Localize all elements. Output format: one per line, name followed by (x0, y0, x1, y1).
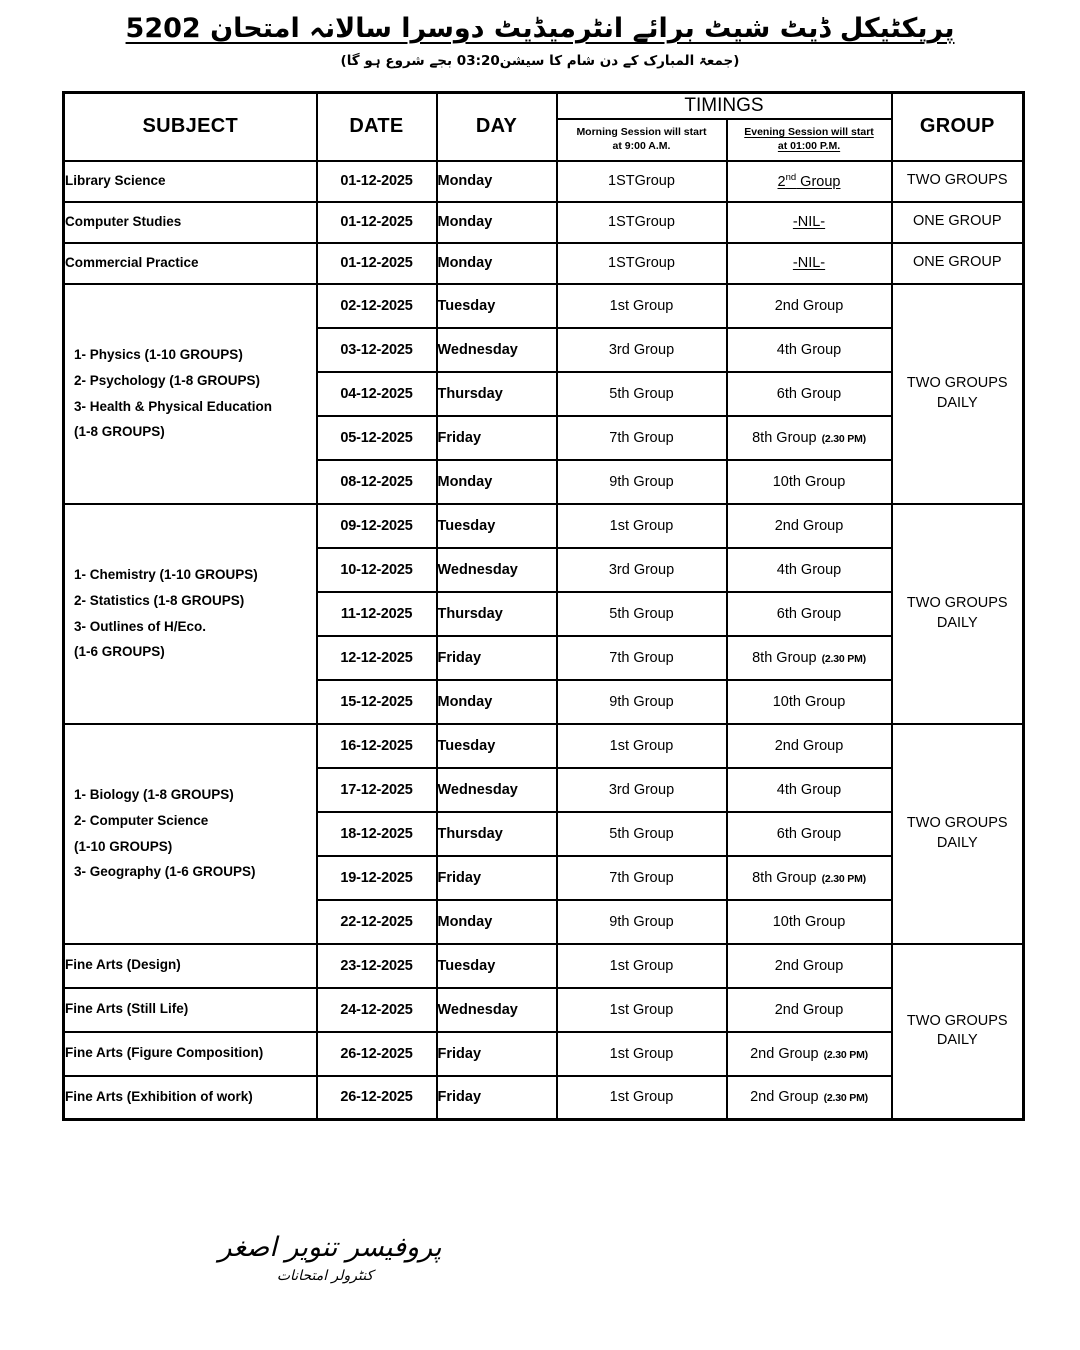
cell-evening-session (727, 504, 892, 548)
cell-morning-session: 3rd Group (557, 328, 727, 372)
cell-subject (64, 161, 317, 202)
table-header (64, 93, 1024, 161)
evening-session-text: 6th Group (776, 605, 842, 622)
cell-day: Monday (437, 900, 557, 944)
cell-subject: Fine Arts (Exhibition of work) (64, 1076, 317, 1120)
cell-morning-session: 1st Group (557, 944, 727, 988)
subject-line: 3- Geography (1-6 GROUPS) (74, 864, 256, 880)
cell-day: Wednesday (437, 768, 557, 812)
col-header-subject: SUBJECT (64, 93, 317, 161)
subject-line: Computer Studies (65, 213, 182, 229)
cell-day: Friday (437, 1076, 557, 1120)
cell-day: Tuesday (437, 944, 557, 988)
cell-date: 09-12-2025 (317, 504, 437, 548)
cell-morning-session: 1STGroup (557, 161, 727, 202)
date-sheet-table (62, 91, 1025, 1121)
evening-session-text: 2nd Group (774, 297, 844, 314)
signature-role: کنٹرولر امتحانات (276, 1268, 374, 1285)
cell-date: 16-12-2025 (317, 724, 437, 768)
cell-morning-session: 1st Group (557, 988, 727, 1032)
cell-evening-session (727, 944, 892, 988)
cell-day: Friday (437, 416, 557, 460)
subject-line: (1-6 GROUPS) (74, 644, 165, 660)
cell-morning-session: 9th Group (557, 900, 727, 944)
evening-session-text: 2nd Group (750, 1045, 819, 1062)
group-line-1: TWO GROUPS (906, 374, 1008, 391)
morning-session-line2: at 9:00 A.M. (612, 139, 671, 152)
evening-session-text: 2nd Group (774, 957, 844, 974)
cell-group (892, 284, 1024, 504)
col-header-evening-session (727, 119, 892, 161)
cell-morning-session: 1st Group (557, 284, 727, 328)
page-subtitle: (جمعۃ المبارک کے دن شام کا سیشن02:30 بجے شروع ہو گا) (340, 52, 740, 69)
cell-date: 26-12-2025 (317, 1032, 437, 1076)
cell-date: 15-12-2025 (317, 680, 437, 724)
group-line-2: DAILY (936, 614, 978, 631)
cell-day: Monday (437, 680, 557, 724)
cell-evening-session (727, 592, 892, 636)
cell-date: 11-12-2025 (317, 592, 437, 636)
col-header-group: GROUP (892, 93, 1024, 161)
cell-day: Monday (437, 161, 557, 202)
evening-session-text: 4th Group (776, 561, 842, 578)
cell-evening-session (727, 812, 892, 856)
cell-morning-session: 9th Group (557, 460, 727, 504)
cell-morning-session: 5th Group (557, 812, 727, 856)
cell-morning-session: 9th Group (557, 680, 727, 724)
cell-evening-session (727, 856, 892, 900)
cell-date: 02-12-2025 (317, 284, 437, 328)
evening-session-time-note: (2.30 PM) (821, 432, 866, 445)
group-line-1: TWO GROUPS (906, 814, 1008, 831)
evening-session-text: 6th Group (776, 825, 842, 842)
col-header-timings: TIMINGS (557, 93, 892, 119)
cell-morning-session: 3rd Group (557, 768, 727, 812)
cell-date: 01-12-2025 (317, 161, 437, 202)
cell-evening-session (727, 636, 892, 680)
cell-group (892, 504, 1024, 724)
cell-day: Thursday (437, 372, 557, 416)
evening-session-text: -NIL- (792, 214, 826, 230)
group-line-2: DAILY (936, 1032, 978, 1049)
cell-evening-session (727, 548, 892, 592)
morning-session-line1: Morning Session will start (576, 126, 707, 139)
evening-session-time-note: (2.30 PM) (821, 872, 866, 885)
evening-session-time-note: (2.30 PM) (823, 1092, 868, 1105)
cell-morning-session: 3rd Group (557, 548, 727, 592)
table-row (64, 944, 1024, 988)
table-row (64, 243, 1024, 284)
cell-morning-session: 7th Group (557, 416, 727, 460)
page-title: پریکٹیکل ڈیٹ شیٹ برائے انٹرمیڈیٹ دوسرا سالانہ امتحان 2025 (125, 13, 955, 44)
cell-date: 24-12-2025 (317, 988, 437, 1032)
cell-morning-session: 1st Group (557, 504, 727, 548)
cell-date: 03-12-2025 (317, 328, 437, 372)
cell-group: ONE GROUP (892, 243, 1024, 284)
group-line-2: DAILY (936, 834, 978, 851)
date-sheet-table-wrap (62, 91, 1022, 1121)
cell-day: Friday (437, 636, 557, 680)
evening-session-line2: at 01:00 P.M. (777, 139, 841, 152)
evening-session-text: 6th Group (776, 385, 842, 402)
cell-evening-session (727, 416, 892, 460)
cell-day: Tuesday (437, 504, 557, 548)
table-body (64, 161, 1024, 1120)
evening-session-line1: Evening Session will start (744, 126, 874, 139)
evening-session-text: 4th Group (776, 781, 842, 798)
subject-line: 2- Psychology (1-8 GROUPS) (74, 372, 261, 388)
cell-date: 22-12-2025 (317, 900, 437, 944)
cell-morning-session: 1st Group (557, 1076, 727, 1120)
cell-evening-session (727, 460, 892, 504)
subject-line: 2- Computer Science (74, 812, 209, 828)
subject-line: 1- Chemistry (1-10 GROUPS) (74, 567, 258, 583)
evening-session-text: 10th Group (772, 913, 846, 930)
cell-evening-session (727, 680, 892, 724)
cell-subject (64, 202, 317, 243)
cell-date: 17-12-2025 (317, 768, 437, 812)
cell-day: Thursday (437, 812, 557, 856)
evening-session-text: 2nd Group (777, 172, 841, 190)
cell-date: 04-12-2025 (317, 372, 437, 416)
evening-session-text: 4th Group (776, 341, 842, 358)
cell-evening-session (727, 900, 892, 944)
evening-session-text: -NIL- (792, 255, 826, 271)
evening-session-text: 2nd Group (774, 737, 844, 754)
subject-line: 1- Physics (1-10 GROUPS) (74, 347, 243, 363)
cell-day: Friday (437, 856, 557, 900)
cell-morning-session: 5th Group (557, 372, 727, 416)
cell-subject: Fine Arts (Still Life) (64, 988, 317, 1032)
cell-date: 10-12-2025 (317, 548, 437, 592)
group-line-1: TWO GROUPS (906, 1012, 1008, 1029)
col-header-day: DAY (437, 93, 557, 161)
group-line-2: DAILY (936, 394, 978, 411)
cell-group (892, 944, 1024, 1120)
cell-subject (64, 724, 317, 944)
col-header-morning-session (557, 119, 727, 161)
cell-subject (64, 243, 317, 284)
cell-morning-session: 1st Group (557, 1032, 727, 1076)
cell-day: Wednesday (437, 328, 557, 372)
cell-evening-session (727, 328, 892, 372)
cell-group (892, 724, 1024, 944)
cell-morning-session: 7th Group (557, 856, 727, 900)
cell-day: Monday (437, 460, 557, 504)
cell-day: Friday (437, 1032, 557, 1076)
cell-date: 05-12-2025 (317, 416, 437, 460)
header-row-1 (64, 93, 1024, 119)
table-row (64, 724, 1024, 768)
cell-evening-session (727, 243, 892, 284)
subject-line: (1-8 GROUPS) (74, 424, 165, 440)
cell-subject (64, 504, 317, 724)
subject-line: 3- Outlines of H/Eco. (74, 618, 207, 634)
cell-subject (64, 284, 317, 504)
subject-line: (1-10 GROUPS) (74, 838, 173, 854)
cell-evening-session (727, 372, 892, 416)
table-row (64, 988, 1024, 1032)
evening-session-text: 10th Group (772, 473, 846, 490)
cell-evening-session (727, 724, 892, 768)
cell-date: 01-12-2025 (317, 202, 437, 243)
evening-session-text: 8th Group (752, 649, 817, 666)
page-footer (0, 1232, 1080, 1284)
table-row (64, 284, 1024, 328)
cell-date: 08-12-2025 (317, 460, 437, 504)
evening-session-time-note: (2.30 PM) (823, 1048, 868, 1061)
cell-evening-session (727, 988, 892, 1032)
cell-date: 12-12-2025 (317, 636, 437, 680)
cell-evening-session (727, 1076, 892, 1120)
group-line-1: TWO GROUPS (906, 594, 1008, 611)
subject-line: 1- Biology (1-8 GROUPS) (74, 787, 234, 803)
signature-name: پروفیسر تنویر اصغر (218, 1232, 442, 1263)
cell-evening-session (727, 1032, 892, 1076)
subject-line: 3- Health & Physical Education (74, 398, 273, 414)
table-row (64, 161, 1024, 202)
cell-day: Tuesday (437, 284, 557, 328)
subject-line: Commercial Practice (65, 254, 199, 270)
evening-session-text: 2nd Group (774, 1001, 844, 1018)
evening-session-text: 8th Group (752, 869, 817, 886)
cell-group: TWO GROUPS (892, 161, 1024, 202)
cell-morning-session: 1STGroup (557, 202, 727, 243)
evening-session-text: 2nd Group (774, 517, 844, 534)
cell-day: Wednesday (437, 548, 557, 592)
evening-session-text: 10th Group (772, 693, 846, 710)
cell-day: Monday (437, 202, 557, 243)
cell-subject: Fine Arts (Design) (64, 944, 317, 988)
cell-date: 01-12-2025 (317, 243, 437, 284)
cell-day: Thursday (437, 592, 557, 636)
cell-evening-session (727, 284, 892, 328)
table-row (64, 202, 1024, 243)
cell-date: 26-12-2025 (317, 1076, 437, 1120)
cell-morning-session: 7th Group (557, 636, 727, 680)
cell-subject: Fine Arts (Figure Composition) (64, 1032, 317, 1076)
cell-morning-session: 1STGroup (557, 243, 727, 284)
cell-group: ONE GROUP (892, 202, 1024, 243)
evening-session-text: 2nd Group (750, 1089, 819, 1106)
cell-morning-session: 1st Group (557, 724, 727, 768)
cell-evening-session (727, 768, 892, 812)
cell-date: 18-12-2025 (317, 812, 437, 856)
cell-day: Wednesday (437, 988, 557, 1032)
subject-line: Library Science (65, 172, 166, 188)
table-row (64, 504, 1024, 548)
cell-evening-session (727, 161, 892, 202)
cell-evening-session (727, 202, 892, 243)
col-header-date: DATE (317, 93, 437, 161)
cell-day: Tuesday (437, 724, 557, 768)
table-row (64, 1076, 1024, 1120)
cell-date: 19-12-2025 (317, 856, 437, 900)
evening-session-time-note: (2.30 PM) (821, 652, 866, 665)
cell-morning-session: 5th Group (557, 592, 727, 636)
cell-day: Monday (437, 243, 557, 284)
table-row (64, 1032, 1024, 1076)
evening-session-text: 8th Group (752, 429, 817, 446)
cell-date: 23-12-2025 (317, 944, 437, 988)
page-header (0, 0, 1080, 69)
subject-line: 2- Statistics (1-8 GROUPS) (74, 592, 245, 608)
